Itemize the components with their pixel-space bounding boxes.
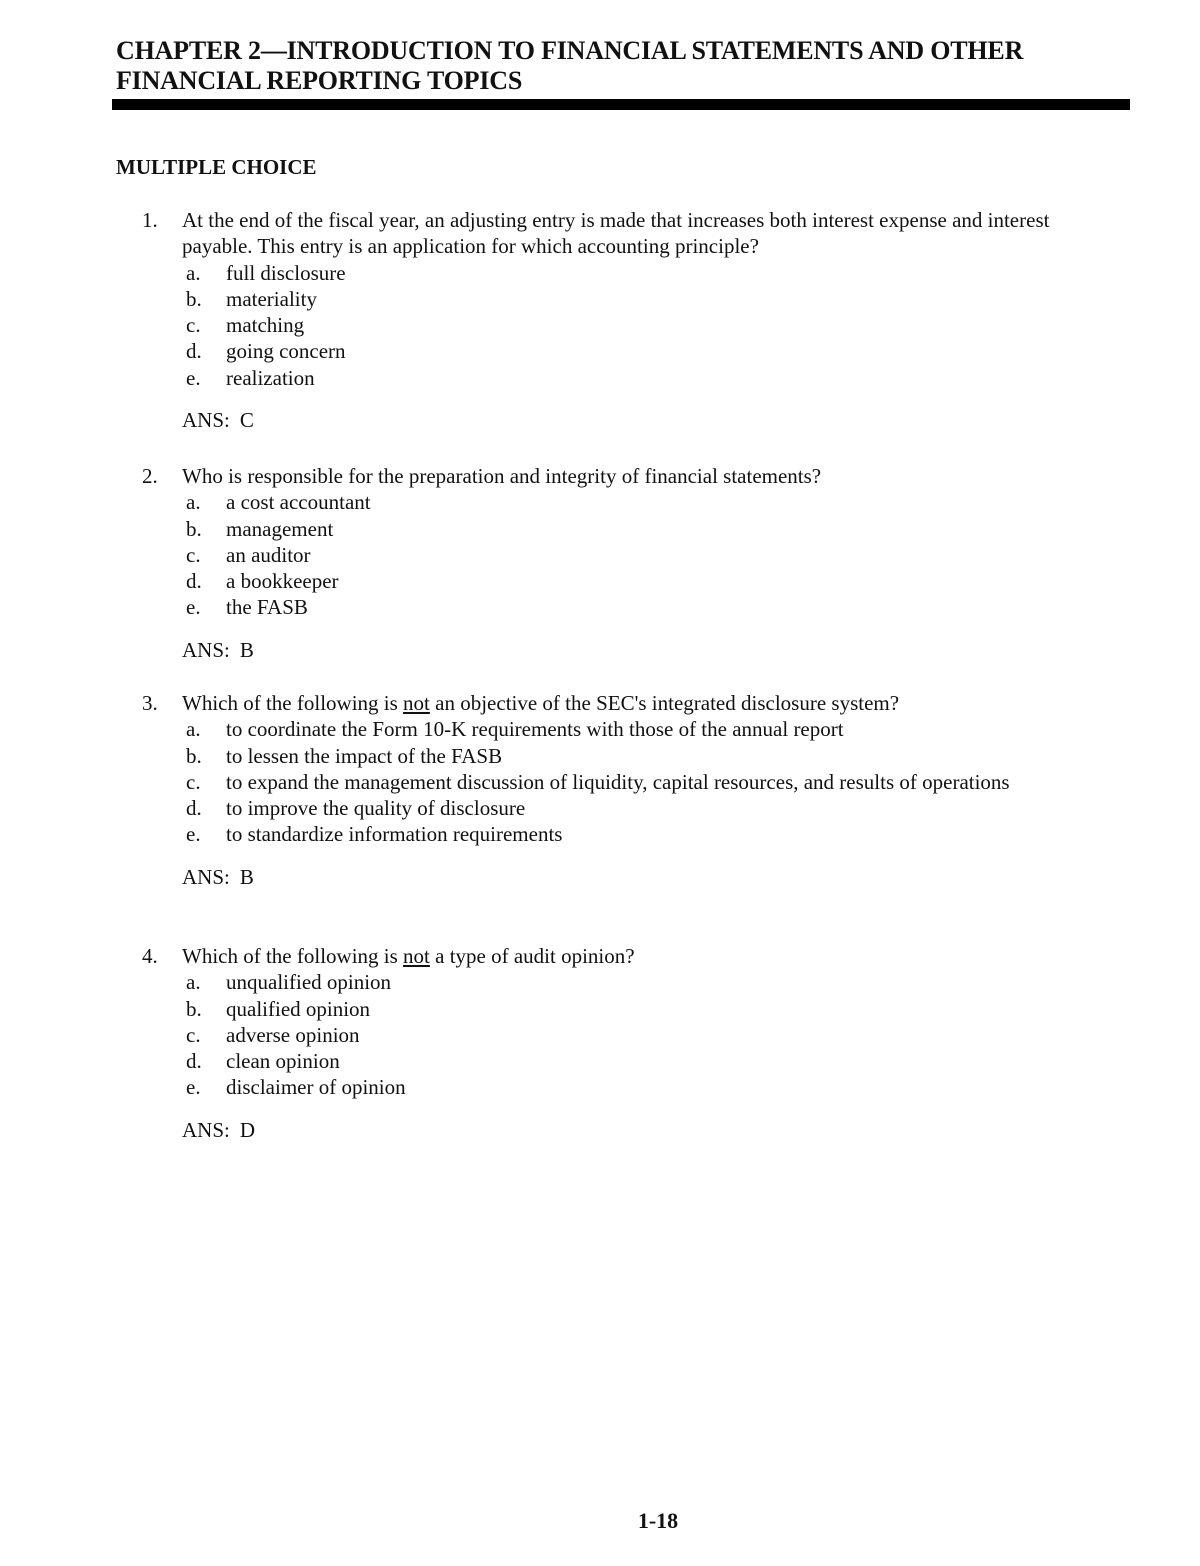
- question-number: 4.: [142, 944, 158, 968]
- option-letter: c.: [186, 313, 201, 338]
- option-text: materiality: [226, 286, 317, 311]
- option-list: [186, 260, 1072, 391]
- question-stem: [142, 463, 1072, 489]
- option-text: realization: [226, 365, 315, 390]
- option-a: [186, 489, 1072, 515]
- answer-value: D: [239, 1117, 256, 1142]
- option-letter: a.: [186, 490, 201, 515]
- option-letter: d.: [186, 569, 202, 594]
- question-text-end: an objective of the SEC's integrated disclosure system?: [429, 691, 900, 715]
- option-a: [186, 260, 1072, 286]
- option-letter: c.: [186, 1022, 201, 1047]
- option-text: a cost accountant: [226, 490, 371, 515]
- option-letter: d.: [186, 339, 202, 364]
- option-letter: d.: [186, 796, 202, 821]
- question-number: 3.: [142, 691, 158, 715]
- question-stem: [142, 207, 1072, 260]
- option-letter: a.: [186, 260, 201, 285]
- option-text: management: [226, 516, 334, 541]
- option-b: [186, 516, 1072, 542]
- option-c: [186, 769, 1072, 795]
- question-4: [142, 943, 1072, 1143]
- option-e: [186, 365, 1072, 391]
- answer-key: [182, 637, 1072, 663]
- option-text: to improve the quality of disclosure: [226, 796, 526, 821]
- option-letter: d.: [186, 1049, 202, 1074]
- option-d: [186, 1048, 1072, 1074]
- option-c: [186, 312, 1072, 338]
- option-text: an auditor: [226, 542, 311, 567]
- option-b: [186, 743, 1072, 769]
- question-text-start: Which of the following is: [182, 691, 404, 715]
- option-letter: e.: [186, 595, 201, 620]
- option-text: clean opinion: [226, 1049, 340, 1074]
- title-divider-rule: [112, 99, 1130, 110]
- option-text: to lessen the impact of the FASB: [226, 743, 503, 768]
- option-text: to standardize information requirements: [226, 822, 563, 847]
- question-text: At the end of the fiscal year, an adjusting entry is made that increases both interest expense and interest payable. This entry is an application for which accounting principle?: [182, 208, 1050, 259]
- option-d: [186, 795, 1072, 821]
- option-e: [186, 594, 1072, 620]
- answer-value: B: [239, 864, 254, 889]
- question-text: [182, 690, 1072, 716]
- option-text: matching: [226, 313, 305, 338]
- question-3: [142, 690, 1072, 890]
- option-b: [186, 996, 1072, 1022]
- option-letter: a.: [186, 717, 201, 742]
- question-text: Who is responsible for the preparation and integrity of financial statements?: [182, 464, 822, 488]
- question-emphasis: not: [403, 944, 430, 968]
- option-letter: c.: [186, 542, 201, 567]
- option-text: unqualified opinion: [226, 970, 392, 995]
- option-d: [186, 568, 1072, 594]
- option-text: full disclosure: [226, 260, 346, 285]
- option-letter: c.: [186, 769, 201, 794]
- option-a: [186, 716, 1072, 742]
- option-list: [186, 489, 1072, 620]
- answer-label: ANS:: [182, 864, 230, 889]
- option-letter: b.: [186, 996, 202, 1021]
- option-b: [186, 286, 1072, 312]
- option-c: [186, 1022, 1072, 1048]
- section-heading: MULTIPLE CHOICE: [116, 155, 317, 179]
- answer-label: ANS:: [182, 408, 230, 433]
- chapter-header: [116, 36, 1130, 96]
- option-letter: b.: [186, 516, 202, 541]
- answer-value: B: [239, 637, 254, 662]
- option-letter: e.: [186, 822, 201, 847]
- option-letter: b.: [186, 286, 202, 311]
- page-number: 1-18: [637, 1508, 679, 1533]
- chapter-title: [116, 36, 1130, 96]
- option-e: [186, 821, 1072, 847]
- answer-value: C: [239, 408, 254, 433]
- chapter-title-line-2: FINANCIAL REPORTING TOPICS: [116, 66, 523, 95]
- option-text: adverse opinion: [226, 1022, 360, 1047]
- answer-key: [182, 864, 1072, 890]
- option-c: [186, 542, 1072, 568]
- question-text-start: Which of the following is: [182, 944, 404, 968]
- option-text: to expand the management discussion of liquidity, capital resources, and results of operations: [226, 769, 1010, 794]
- question-number: 1.: [142, 208, 158, 232]
- option-text: disclaimer of opinion: [226, 1075, 406, 1100]
- answer-key: [182, 1117, 1072, 1143]
- question-text-end: a type of audit opinion?: [429, 944, 635, 968]
- option-letter: e.: [186, 1075, 201, 1100]
- option-letter: e.: [186, 365, 201, 390]
- question-emphasis: not: [403, 691, 430, 715]
- question-2: [142, 463, 1072, 663]
- question-text: [182, 943, 1072, 969]
- question-stem: [142, 943, 1072, 969]
- question-number: 2.: [142, 464, 158, 488]
- option-text: going concern: [226, 339, 346, 364]
- chapter-title-line-1: CHAPTER 2—INTRODUCTION TO FINANCIAL STATEMENTS AND OTHER: [116, 36, 1024, 65]
- question-stem: [142, 690, 1072, 716]
- option-a: [186, 969, 1072, 995]
- option-letter: b.: [186, 743, 202, 768]
- option-text: qualified opinion: [226, 996, 371, 1021]
- question-1: [142, 207, 1072, 433]
- option-text: the FASB: [226, 595, 308, 620]
- answer-key: [182, 407, 1072, 433]
- answer-label: ANS:: [182, 637, 230, 662]
- option-list: [186, 969, 1072, 1100]
- option-text: to coordinate the Form 10-K requirements with those of the annual report: [226, 717, 844, 742]
- option-d: [186, 338, 1072, 364]
- option-list: [186, 716, 1072, 847]
- option-letter: a.: [186, 970, 201, 995]
- answer-label: ANS:: [182, 1117, 230, 1142]
- option-e: [186, 1074, 1072, 1100]
- option-text: a bookkeeper: [226, 569, 339, 594]
